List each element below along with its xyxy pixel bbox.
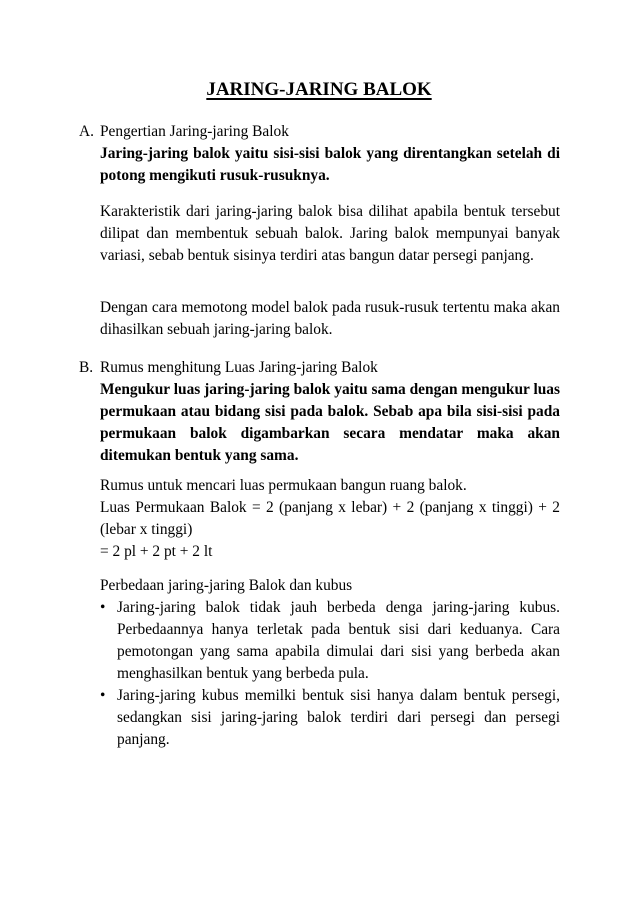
bullet-icon: • <box>100 599 106 616</box>
list-item <box>100 597 560 685</box>
page-title-text: JARING-JARING BALOK <box>206 79 432 100</box>
section-b-definition: Mengukur luas jaring-jaring balok yaitu sama dengan mengukur luas permukaan atau bidang sisi pada balok. Sebab apa bila sisi-sisi pada permukaan balok digambarkan secara mendatar maka akan ditemukan bentuk yang sama. <box>100 381 560 464</box>
formula-short: = 2 pl + 2 pt + 2 lt <box>100 543 213 560</box>
section-b-heading <box>79 357 569 379</box>
section-a-heading-text: Pengertian Jaring-jaring Balok <box>100 123 289 140</box>
bullet-icon: • <box>100 687 106 704</box>
section-a-heading <box>79 121 569 143</box>
formula-intro: Rumus untuk mencari luas permukaan bangun ruang balok. <box>100 477 467 494</box>
list-item-text: Jaring-jaring balok tidak jauh berbeda denga jaring-jaring kubus. Perbedaannya hanya terletak pada bentuk sisi dari keduanya. Cara pemotongan yang sama apabila dimulai dari sisi yang berbeda akan menghasilkan bentuk yang berbeda pula. <box>117 599 560 682</box>
section-b-letter: B. <box>79 359 94 376</box>
section-a-definition: Jaring-jaring balok yaitu sisi-sisi balok yang direntangkan setelah di potong mengikuti rusuk-rusuknya. <box>100 145 560 184</box>
page-title <box>0 78 638 102</box>
comparison-title: Perbedaan jaring-jaring Balok dan kubus <box>100 577 353 594</box>
section-a-paragraph-1: Karakteristik dari jaring-jaring balok bisa dilihat apabila bentuk tersebut dilipat dan membentuk sebuah balok. Jaring balok mempunyai banyak variasi, sebab bentuk sisinya terdiri atas bangun datar persegi panjang. <box>100 203 560 264</box>
section-a-paragraph-2: Dengan cara memotong model balok pada rusuk-rusuk tertentu maka akan dihasilkan sebuah jaring-jaring balok. <box>100 299 560 338</box>
formula: Luas Permukaan Balok = 2 (panjang x lebar) + 2 (panjang x tinggi) + 2 (lebar x tinggi) <box>100 499 560 538</box>
section-a-letter: A. <box>79 123 94 140</box>
comparison-list <box>100 597 560 751</box>
list-item-text: Jaring-jaring kubus memilki bentuk sisi hanya dalam bentuk persegi, sedangkan sisi jaring-jaring balok terdiri dari persegi dan persegi panjang. <box>117 687 560 748</box>
section-b-heading-text: Rumus menghitung Luas Jaring-jaring Balok <box>100 359 378 376</box>
list-item <box>100 685 560 751</box>
